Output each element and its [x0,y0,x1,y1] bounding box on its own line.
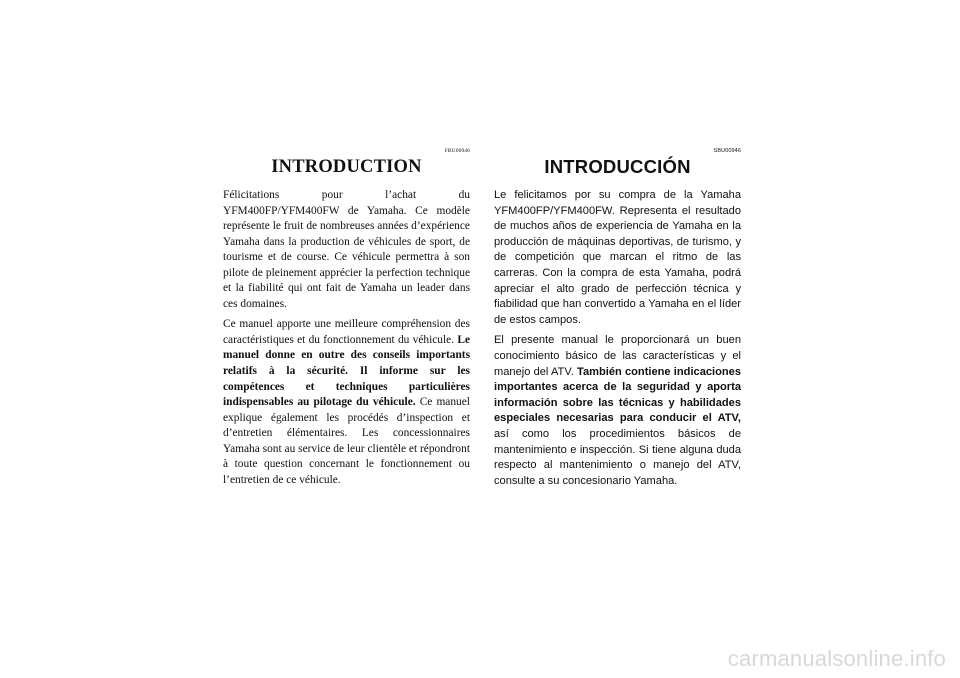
page-title: INTRODUCTION [271,157,422,177]
intro-paragraph-2 [223,317,470,488]
paragraph-text: Ce manuel apporte une meilleure compréhension des caractéristiques et du fonctionnement du véhicule. [223,318,470,346]
section-code: SBU00946 [713,148,741,154]
spanish-column [494,148,741,494]
paragraph-text: El presente manual le proporcionará un buen conocimiento básico de las características y el manejo del ATV. [494,334,741,378]
page-title: INTRODUCCIÓN [544,156,691,177]
paragraph-text: Ce manuel explique également les procédés d’inspection et d’entretien élémentaires. Les concessionnaires Yamaha sont au service de leur clientèle et répondront à toute question concernant le fonctionnement ou l’entretien de ce véhicule. [223,396,470,486]
french-column [223,148,470,493]
safety-emphasis-text: También contiene indicaciones importantes acerca de la seguridad y aporta información sobre las técnicas y habilidades especiales necesarias para conducir el ATV, [494,365,742,425]
intro-paragraph-2 [494,333,741,489]
intro-paragraph-1: Félicitations pour l’achat du YFM400FP/YFM400FW de Yamaha. Ce modèle représente le fruit de nombreuses années d’expérience Yamaha dans la production de véhicules de sport, de tourisme et de course. Ce véhicule permettra à son pilote de pleinement apprécier la perfection technique et la fiabilité qui ont fait de Yamaha un leader dans ces domaines. [223,189,470,310]
safety-emphasis-text: Le manuel donne en outre des conseils importants relatifs à la sécurité. Il informe sur les compétences et techniques particulières indispensables au pilotage du véhicule. [223,333,470,409]
watermark: carmanualsonline.info [727,646,946,671]
paragraph-text: así como los procedimientos básicos de mantenimiento e inspección. Si tiene alguna duda respecto al mantenimiento o manejo del ATV, consulte a su concesionario Yamaha. [494,427,741,487]
intro-paragraph-1: Le felicitamos por su compra de la Yamaha YFM400FP/YFM400FW. Representa el resultado de muchos años de experiencia de Yamaha en la producción de máquinas deportivas, de turismo, y de competición que marcan el ritmo de las carreras. Con la compra de esta Yamaha, podrá apreciar el alto grado de perfección técnica y fiabilidad que han convertido a Yamaha en el líder de estos campos. [494,189,741,326]
section-code: FBU00946 [444,148,470,154]
